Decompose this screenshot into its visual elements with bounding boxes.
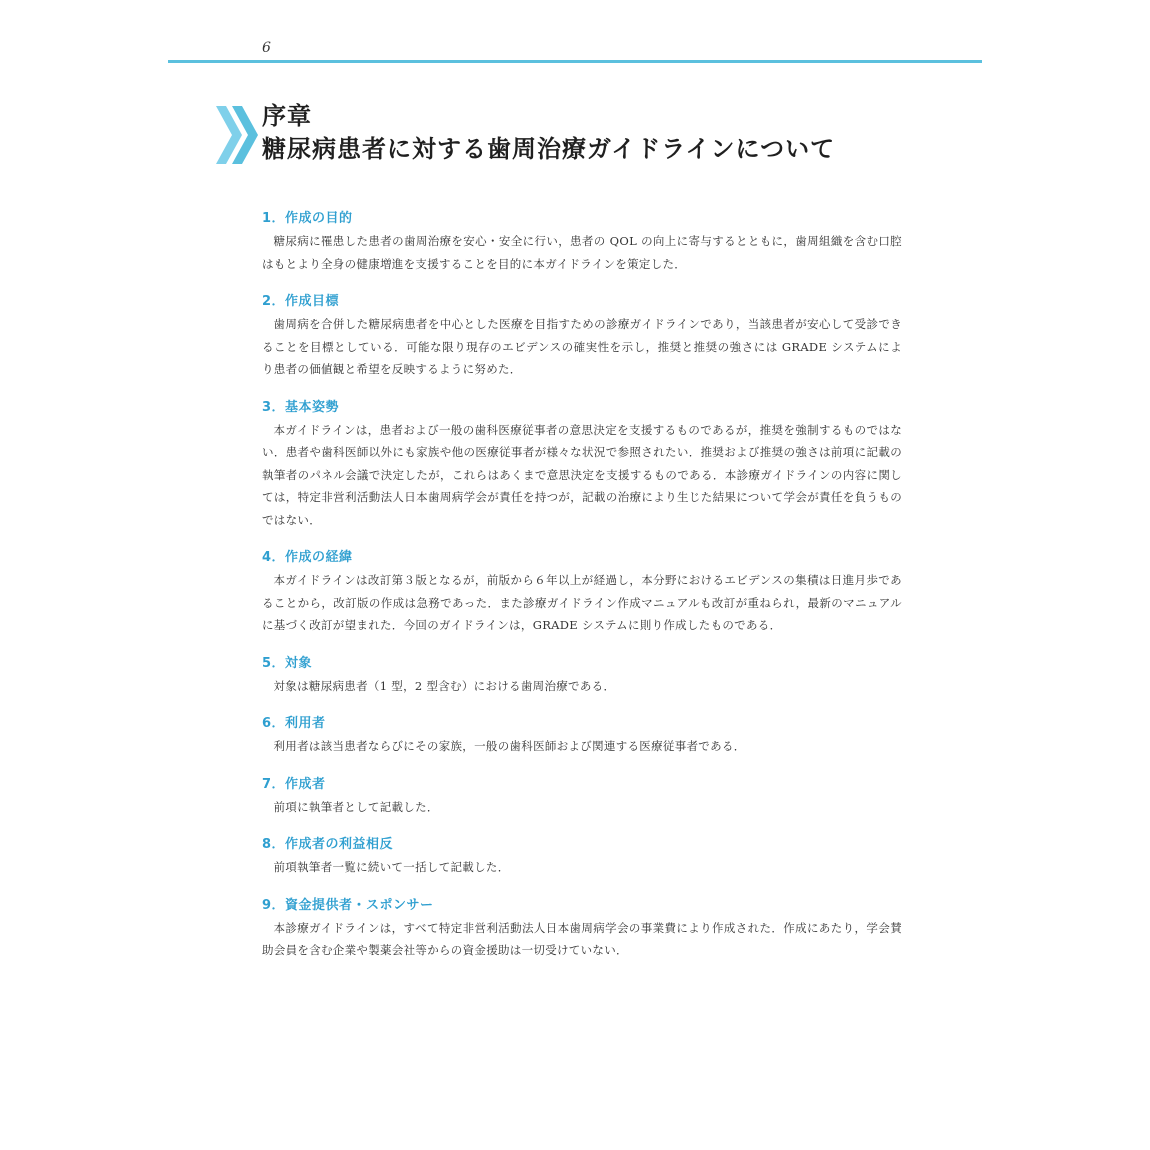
section-conflict-of-interest bbox=[262, 834, 902, 879]
section-target bbox=[262, 653, 902, 698]
page-number: 6 bbox=[262, 40, 271, 56]
section-heading: 8．作成者の利益相反 bbox=[262, 837, 394, 852]
section-heading: 5．対象 bbox=[262, 655, 313, 671]
section-body: 対象は糖尿病患者（1 型，2 型含む）における歯周治療である． bbox=[273, 678, 616, 693]
chevron-double-right-icon bbox=[214, 104, 262, 166]
section-body: 利用者は該当患者ならびにその家族，一般の歯科医師および関連する医療従事者である． bbox=[273, 739, 746, 753]
chapter-title bbox=[262, 100, 962, 166]
chapter-heading: 糖尿病患者に対する歯周治療ガイドラインについて bbox=[262, 134, 836, 163]
section-users bbox=[262, 713, 902, 758]
section-heading: 4．作成の経緯 bbox=[262, 550, 353, 565]
document-body bbox=[262, 208, 902, 978]
section-heading: 6．利用者 bbox=[262, 716, 326, 731]
section-purpose bbox=[262, 208, 902, 275]
section-body: 歯周病を合併した糖尿病患者を中心とした医療を目指すための診療ガイドラインであり，当該患者が安心して受診できることを目標としている．可能な限り現存のエビデンスの確実性を示し，推奨と推奨の強さには GRADE システムにより患者の価値観と希望を反映するように努めた． bbox=[262, 317, 902, 376]
section-heading: 7．作成者 bbox=[262, 776, 326, 792]
section-authors bbox=[262, 774, 902, 819]
section-body: 本ガイドラインは，患者および一般の歯科医療従事者の意思決定を支援するものであるが，推奨を強制するものではない．患者や歯科医師以外にも家族や他の医療従事者が様々な状況で参照されたい．推奨および推奨の強さは前項に記載の執筆者のパネル会議で決定したが，これらはあくまで意思決定を支援するものである．本診療ガイドラインの内容に関しては，特定非営利活動法人日本歯周病学会が責任を持つが，記載の治療により生じた結果について学会が責任を負うものではない． bbox=[262, 422, 902, 527]
section-heading: 3．基本姿勢 bbox=[262, 399, 340, 415]
section-basic-stance bbox=[262, 397, 902, 532]
section-body: 前項に執筆者として記載した． bbox=[273, 799, 439, 814]
section-body: 本ガイドラインは改訂第３版となるが，前版から６年以上が経過し，本分野におけるエビデンスの集積は日進月歩であることから，改訂版の作成は急務であった．また診療ガイドライン作成マニュアルも改訂が重ねられ，最新のマニュアルに基づく改訂が望まれた．今回のガイドラインは，GRADE システムに則り作成したものである． bbox=[262, 573, 902, 632]
section-body: 糖尿病に罹患した患者の歯周治療を安心・安全に行い，患者の QOL の向上に寄与するとともに，歯周組織を含む口腔はもとより全身の健康増進を支援することを目的に本ガイドラインを策定した． bbox=[262, 234, 902, 271]
section-body: 本診療ガイドラインは，すべて特定非営利活動法人日本歯周病学会の事業費により作成された．作成にあたり，学会賛助会員を含む企業や製薬会社等からの資金援助は一切受けていない． bbox=[262, 920, 902, 957]
section-body: 前項執筆者一覧に続いて一括して記載した． bbox=[273, 860, 510, 874]
section-heading: 2．作成目標 bbox=[262, 294, 340, 309]
section-heading: 1．作成の目的 bbox=[262, 211, 353, 226]
header-rule bbox=[168, 60, 982, 63]
section-goal bbox=[262, 291, 902, 381]
chapter-label: 序章 bbox=[262, 101, 312, 130]
section-heading: 9．資金提供者・スポンサー bbox=[262, 897, 434, 913]
section-funding bbox=[262, 895, 902, 962]
section-history bbox=[262, 547, 902, 637]
